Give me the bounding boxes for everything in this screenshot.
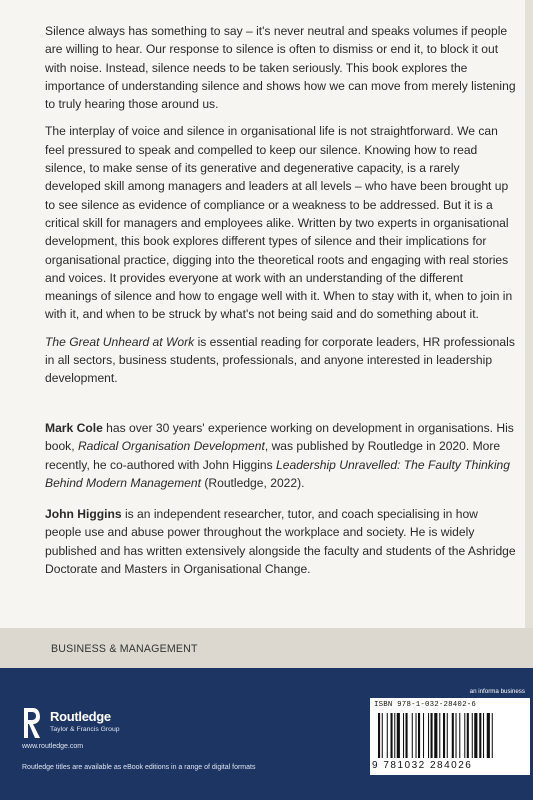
author-bio-higgins [45,505,517,578]
audience-text: is essential reading for corporate leaders, HR professionals in all sectors, business students, professionals, and anyone interested in leadership development. [45,334,515,386]
bio-text: (Routledge, 2022). [200,475,305,490]
publisher-group: Taylor & Francis Group [50,726,120,733]
routledge-logo-icon [22,706,42,740]
bio-text: , was published by Routledge in 2020. More recently, he co-authored with John Higgins [45,439,501,472]
cover-edge [525,0,533,628]
subject-category: BUSINESS & MANAGEMENT [51,643,198,655]
barcode-digits: 9 781032 284026 [372,760,473,771]
publisher-website: www.routledge.com [22,743,84,750]
book-description [45,22,517,388]
description-paragraph-3 [45,333,517,388]
book-reference: Radical Organisation Development [77,439,265,454]
author-name: Mark Cole [45,421,103,435]
book-title: The Great Unheard at Work [45,334,195,349]
author-bio-cole [45,419,517,492]
informa-tagline: an informa business [469,688,525,695]
bio-text: has over 30 years' experience working on development in organisations. His book, [45,421,514,454]
barcode-icon [378,713,523,758]
isbn-label: ISBN 978-1-032-28402-6 [374,701,476,709]
author-bios [45,419,517,591]
bio-text: is an independent researcher, tutor, and coach specialising in how people use and abuse power throughout the workplace and society. He is widely published and has written extensively alongside the faculty and students of the Ashridge Doctorate and Masters in Organisational Change. [45,507,516,577]
author-name: John Higgins [45,507,122,522]
publisher-name: Routledge [50,709,111,724]
description-paragraph-1: Silence always has something to say – it's never neutral and speaks volumes if people are willing to hear. Our response to silence is often to dismiss or end it, to block it out with noise. Instead, silence needs to be taken seriously. This book explores the importance of understanding silence and shows how we can move from merely listening to truly hearing those around us. [45,24,516,112]
book-reference: Leadership Unravelled: The Faulty Thinking Behind Modern Management [45,457,510,490]
description-paragraph-2: The interplay of voice and silence in organisational life is not straightforward. We can feel pressured to speak and compelled to keep our silence. Knowing how to read silence, to make sense of its generative and degenerative capacity, is a rarely developed skill among managers and leaders at all levels – who have been brought up to see silence as evidence of compliance or a weakness to be addressed. But it is a critical skill for managers and employees alike. Written by two experts in organisational development, this book explores different types of silence and their implications for organisational practice, digging into the theoretical roots and engaging with real stories and voices. It provides everyone at work with an understanding of the different meanings of silence and how to engage well with it. When to stay with it, when to join in with it, and when to be struck by what's not being said and do something about it. [45,124,513,322]
ebook-note: Routledge titles are available as eBook editions in a range of digital formats [22,764,256,771]
